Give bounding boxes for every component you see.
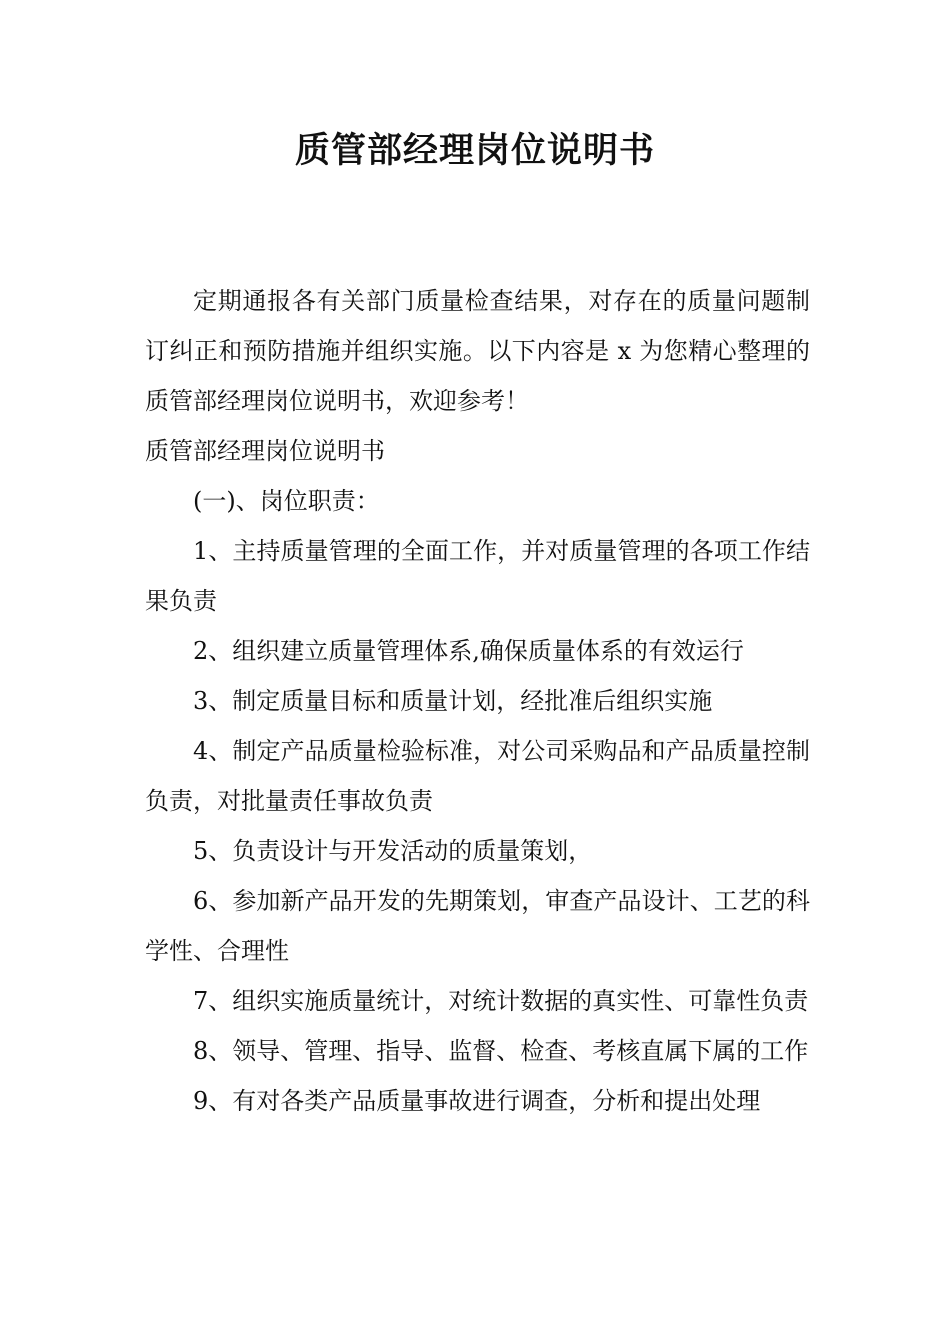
document-title: 质管部经理岗位说明书 — [294, 131, 655, 171]
duty-item: 5、负责设计与开发活动的质量策划， — [193, 837, 593, 865]
duty-item: 7、组织实施质量统计，对统计数据的真实性、可靠性负责 — [193, 987, 809, 1015]
duty-item: 1、主持质量管理的全面工作，并对质量管理的各项工作结果负责 — [145, 537, 810, 615]
intro-paragraph: 定期通报各有关部门质量检查结果，对存在的质量问题制订纠正和预防措施并组织实施。以下内容是 x 为您精心整理的质管部经理岗位说明书，欢迎参考！ — [145, 287, 810, 415]
duty-item: 2、组织建立质量管理体系,确保质量体系的有效运行 — [193, 637, 744, 665]
document-body — [145, 276, 810, 1126]
duty-item: 9、有对各类产品质量事故进行调查，分析和提出处理 — [193, 1087, 761, 1115]
duty-item: 4、制定产品质量检验标准，对公司采购品和产品质量控制负责，对批量责任事故负责 — [145, 737, 810, 815]
duty-item: 3、制定质量目标和质量计划，经批准后组织实施 — [193, 687, 713, 715]
section-heading: 质管部经理岗位说明书 — [145, 437, 385, 465]
subsection-heading: (一)、岗位职责： — [193, 487, 380, 515]
duty-item: 8、领导、管理、指导、监督、检查、考核直属下属的工作 — [193, 1037, 809, 1065]
duty-item: 6、参加新产品开发的先期策划，审查产品设计、工艺的科学性、合理性 — [145, 887, 810, 965]
